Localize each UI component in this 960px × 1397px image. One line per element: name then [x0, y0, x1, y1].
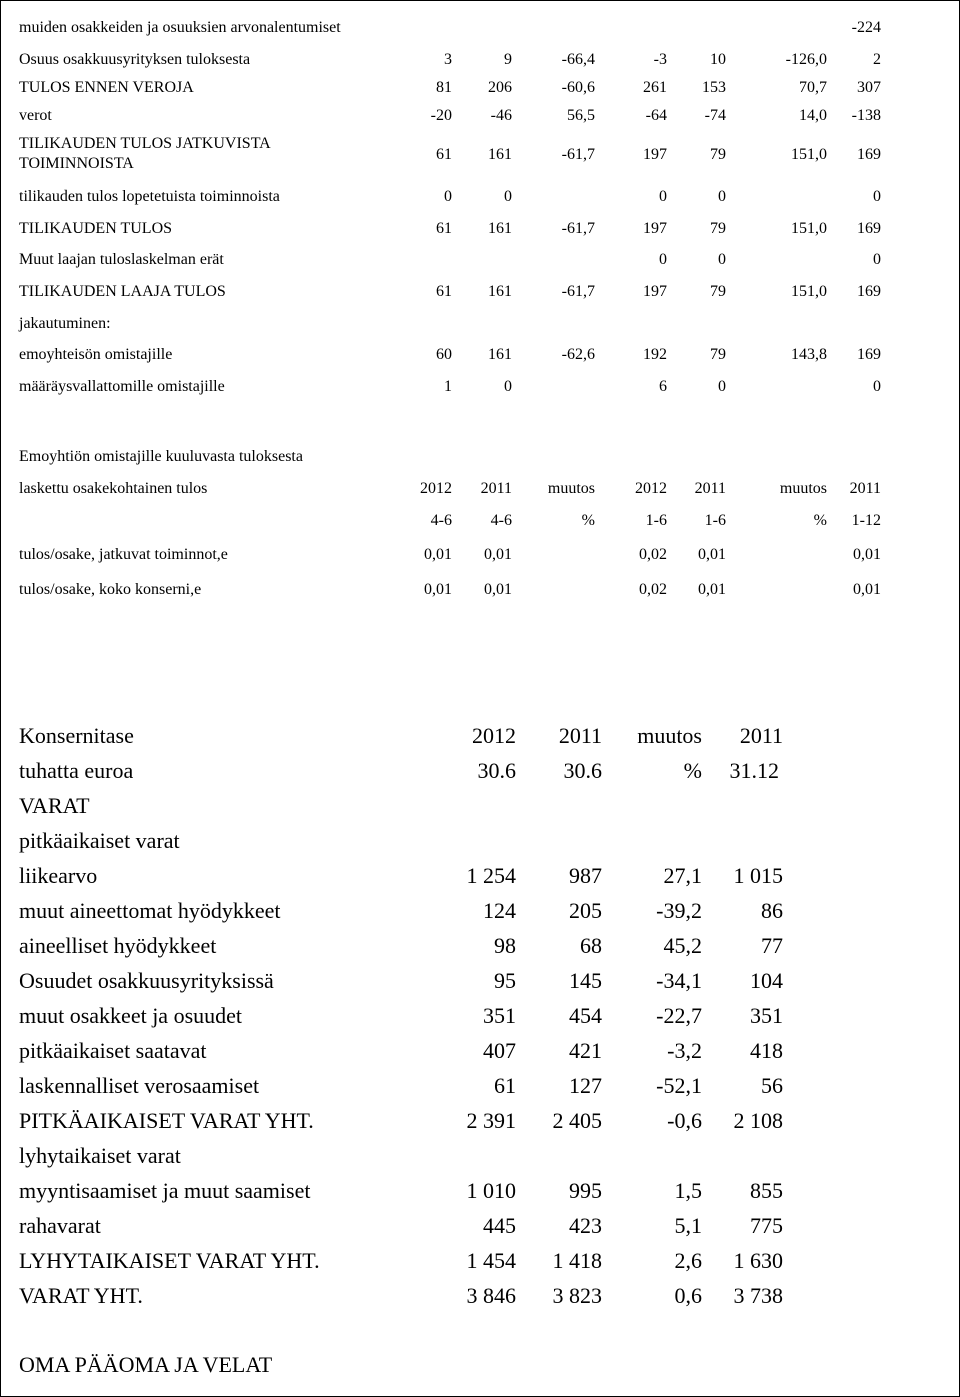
row-label: Osuudet osakkuusyrityksissä — [19, 968, 274, 993]
table-row — [1, 283, 960, 307]
cell: 3 — [444, 51, 452, 68]
cell: -126,0 — [785, 51, 827, 68]
row-label: rahavarat — [19, 1213, 101, 1238]
cell: 79 — [710, 283, 726, 300]
table-row — [1, 546, 960, 570]
header-cell: 4-6 — [490, 512, 512, 529]
cell: 0 — [504, 378, 512, 395]
row-label: TILIKAUDEN LAAJA TULOS — [19, 283, 226, 300]
table-row — [1, 1178, 960, 1208]
header-cell: 2012 — [420, 480, 452, 497]
cell: 79 — [710, 346, 726, 363]
cell: 1 010 — [466, 1178, 516, 1203]
row-label: muut aineettomat hyödykkeet — [19, 898, 281, 923]
row-label: PITKÄAIKAISET VARAT YHT. — [19, 1108, 314, 1133]
cell: 68 — [580, 933, 602, 958]
row-label: muut osakkeet ja osuudet — [19, 1003, 243, 1028]
header-cell: 2012 — [472, 723, 516, 748]
cell: 98 — [494, 933, 516, 958]
table-row — [1, 378, 960, 402]
header-cell: 2011 — [480, 480, 512, 497]
cell: 454 — [569, 1003, 602, 1028]
cell: 197 — [643, 146, 667, 163]
cell: 2 — [873, 51, 881, 68]
header-cell: 4-6 — [430, 512, 452, 529]
cell: 0,01 — [424, 546, 452, 563]
header-cell: muutos — [547, 480, 595, 497]
cell: 0,01 — [853, 581, 881, 598]
cell: 124 — [483, 898, 516, 923]
row-label: laskennalliset verosaamiset — [19, 1073, 260, 1098]
cell: 1 254 — [466, 863, 516, 888]
cell: 169 — [857, 283, 881, 300]
cell: 0,6 — [674, 1283, 702, 1308]
cell: 351 — [483, 1003, 516, 1028]
cell: 1 630 — [733, 1248, 783, 1273]
cell: 1 015 — [733, 863, 783, 888]
row-label: pitkäaikaiset varat — [19, 828, 180, 853]
table-row — [1, 1003, 960, 1033]
cell: 775 — [750, 1213, 783, 1238]
cell: 161 — [488, 283, 512, 300]
eps-title-text: Emoyhtiön omistajille kuuluvasta tuloksesta — [19, 448, 303, 465]
cell: 95 — [494, 968, 516, 993]
cell: 151,0 — [791, 283, 827, 300]
cell: 0 — [659, 188, 667, 205]
cell: 0 — [873, 251, 881, 268]
row-label: tilikauden tulos lopetetuista toiminnoista — [19, 188, 280, 205]
cell: 169 — [857, 346, 881, 363]
cell: -64 — [645, 107, 667, 124]
cell: 14,0 — [799, 107, 827, 124]
cell: -61,7 — [561, 220, 595, 237]
section-heading — [1, 1352, 960, 1382]
table-row — [1, 1248, 960, 1278]
cell: 0,02 — [639, 546, 667, 563]
cell: 153 — [702, 79, 726, 96]
table-row — [1, 51, 960, 75]
row-label: jakautuminen: — [19, 315, 111, 332]
unit-label: tuhatta euroa — [19, 758, 134, 783]
cell: -39,2 — [656, 898, 702, 923]
table-row — [1, 1143, 960, 1173]
cell: 423 — [569, 1213, 602, 1238]
row-label-continued: TOIMINNOISTA — [19, 155, 134, 172]
cell: -60,6 — [561, 79, 595, 96]
cell: 0 — [718, 251, 726, 268]
cell: 197 — [643, 220, 667, 237]
header-cell: 2011 — [739, 723, 783, 748]
table-row — [1, 19, 960, 43]
cell: 995 — [569, 1178, 602, 1203]
cell: 205 — [569, 898, 602, 923]
header-cell: 30.6 — [563, 758, 602, 783]
cell: 56,5 — [567, 107, 595, 124]
table-row — [1, 828, 960, 858]
header-cell: 30.6 — [477, 758, 516, 783]
row-label: liikearvo — [19, 863, 98, 888]
cell: -52,1 — [656, 1073, 702, 1098]
cell: 987 — [569, 863, 602, 888]
cell: 0,02 — [639, 581, 667, 598]
table-row — [1, 1108, 960, 1138]
cell: 9 — [504, 51, 512, 68]
cell: 0 — [718, 378, 726, 395]
row-label: LYHYTAIKAISET VARAT YHT. — [19, 1248, 320, 1273]
table-row — [1, 968, 960, 998]
cell: 0,01 — [484, 546, 512, 563]
cell: 70,7 — [799, 79, 827, 96]
cell: 0 — [873, 188, 881, 205]
cell: 61 — [494, 1073, 516, 1098]
cell: 418 — [750, 1038, 783, 1063]
row-label: Osuus osakkuusyrityksen tuloksesta — [19, 51, 251, 68]
cell: 2 405 — [552, 1108, 602, 1133]
row-label: TILIKAUDEN TULOS — [19, 220, 173, 237]
cell: -20 — [430, 107, 452, 124]
row-label: TILIKAUDEN TULOS JATKUVISTA — [19, 135, 271, 152]
row-label: VARAT YHT. — [19, 1283, 143, 1308]
row-label: tulos/osake, jatkuvat toiminnot,e — [19, 546, 228, 563]
header-cell: muutos — [779, 480, 827, 497]
cell: 61 — [436, 220, 452, 237]
cell: 2,6 — [674, 1248, 702, 1273]
cell: 169 — [857, 220, 881, 237]
cell: 6 — [659, 378, 667, 395]
cell: 0,01 — [853, 546, 881, 563]
balance-subheader-row — [1, 758, 960, 788]
balance-header-row — [1, 723, 960, 753]
cell: 307 — [857, 79, 881, 96]
cell: -138 — [851, 107, 881, 124]
cell: -74 — [704, 107, 726, 124]
cell: 145 — [569, 968, 602, 993]
header-cell: 2011 — [849, 480, 881, 497]
cell: 151,0 — [791, 146, 827, 163]
header-cell: 1-6 — [645, 512, 667, 529]
header-cell: muutos — [637, 723, 702, 748]
cell: 2 391 — [466, 1108, 516, 1133]
cell: 86 — [761, 898, 783, 923]
table-row — [1, 581, 960, 605]
header-cell: 2011 — [694, 480, 726, 497]
row-label: tulos/osake, koko konserni,e — [19, 581, 202, 598]
cell: -3,2 — [667, 1038, 702, 1063]
row-label: pitkäaikaiset saatavat — [19, 1038, 207, 1063]
cell: 855 — [750, 1178, 783, 1203]
cell: 351 — [750, 1003, 783, 1028]
table-row — [1, 220, 960, 244]
table-row — [1, 346, 960, 370]
row-label: VARAT — [19, 793, 90, 818]
cell: 421 — [569, 1038, 602, 1063]
cell: 1,5 — [674, 1178, 702, 1203]
cell: 5,1 — [674, 1213, 702, 1238]
cell: -3 — [653, 51, 667, 68]
table-row — [1, 1283, 960, 1313]
cell: 104 — [750, 968, 783, 993]
table-row — [1, 107, 960, 131]
cell: 81 — [436, 79, 452, 96]
cell: -62,6 — [561, 346, 595, 363]
cell: 3 846 — [466, 1283, 516, 1308]
table-row — [1, 863, 960, 893]
cell: 161 — [488, 220, 512, 237]
cell: 1 — [444, 378, 452, 395]
header-cell: 2011 — [558, 723, 602, 748]
cell: 0,01 — [484, 581, 512, 598]
cell: 407 — [483, 1038, 516, 1063]
cell: 0,01 — [698, 546, 726, 563]
cell: 61 — [436, 283, 452, 300]
cell: 0 — [659, 251, 667, 268]
table-row — [1, 1038, 960, 1068]
cell: 0 — [504, 188, 512, 205]
row-label: myyntisaamiset ja muut saamiset — [19, 1178, 311, 1203]
cell: 2 108 — [733, 1108, 783, 1133]
cell: 127 — [569, 1073, 602, 1098]
equity-liabilities-title: OMA PÄÄOMA JA VELAT — [19, 1352, 273, 1377]
cell: 0,01 — [424, 581, 452, 598]
cell: 60 — [436, 346, 452, 363]
cell: 3 823 — [552, 1283, 602, 1308]
cell: 1 454 — [466, 1248, 516, 1273]
cell: -66,4 — [561, 51, 595, 68]
cell: -0,6 — [667, 1108, 702, 1133]
cell: 143,8 — [791, 346, 827, 363]
cell: 10 — [710, 51, 726, 68]
cell: 0,01 — [698, 581, 726, 598]
header-cell: % — [813, 512, 827, 529]
row-label: TULOS ENNEN VEROJA — [19, 79, 194, 96]
cell: 79 — [710, 146, 726, 163]
cell: 151,0 — [791, 220, 827, 237]
eps-header-row — [1, 480, 960, 504]
header-cell: % — [581, 512, 595, 529]
cell: 445 — [483, 1213, 516, 1238]
cell: 192 — [643, 346, 667, 363]
eps-header-label: laskettu osakekohtainen tulos — [19, 480, 208, 497]
cell: 61 — [436, 146, 452, 163]
row-label: aineelliset hyödykkeet — [19, 933, 217, 958]
table-row — [1, 79, 960, 103]
cell: 77 — [761, 933, 783, 958]
header-cell: 2012 — [635, 480, 667, 497]
table-row — [1, 898, 960, 928]
table-row — [1, 1073, 960, 1103]
table-row — [1, 188, 960, 212]
cell: 261 — [643, 79, 667, 96]
table-row — [1, 933, 960, 963]
table-row — [1, 1213, 960, 1243]
cell: 45,2 — [663, 933, 702, 958]
cell: 0 — [718, 188, 726, 205]
header-cell: % — [683, 758, 702, 783]
cell: -224 — [851, 19, 881, 36]
eps-title — [1, 448, 960, 472]
cell: 161 — [488, 146, 512, 163]
cell: 0 — [873, 378, 881, 395]
balance-title: Konsernitase — [19, 723, 134, 748]
cell: 197 — [643, 283, 667, 300]
row-label: Muut laajan tuloslaskelman erät — [19, 251, 224, 268]
row-label: määräysvallattomille omistajille — [19, 378, 225, 395]
header-cell: 1-12 — [851, 512, 881, 529]
cell: 27,1 — [663, 863, 702, 888]
cell: -22,7 — [656, 1003, 702, 1028]
row-label: emoyhteisön omistajille — [19, 346, 173, 363]
table-row — [1, 793, 960, 823]
header-cell: 31.12 — [729, 758, 779, 783]
cell: -46 — [490, 107, 512, 124]
cell: 169 — [857, 146, 881, 163]
header-cell: 1-6 — [704, 512, 726, 529]
table-row — [1, 135, 960, 175]
row-label: lyhytaikaiset varat — [19, 1143, 181, 1168]
row-label: verot — [19, 107, 52, 124]
cell: -61,7 — [561, 146, 595, 163]
cell: 1 418 — [552, 1248, 602, 1273]
cell: 206 — [488, 79, 512, 96]
row-label: muiden osakkeiden ja osuuksien arvonalentumiset — [19, 19, 341, 36]
cell: 161 — [488, 346, 512, 363]
cell: 79 — [710, 220, 726, 237]
cell: -34,1 — [656, 968, 702, 993]
cell: -61,7 — [561, 283, 595, 300]
cell: 56 — [761, 1073, 783, 1098]
table-row — [1, 315, 960, 339]
eps-subheader-row — [1, 512, 960, 536]
cell: 0 — [444, 188, 452, 205]
table-row — [1, 251, 960, 275]
cell: 3 738 — [733, 1283, 783, 1308]
